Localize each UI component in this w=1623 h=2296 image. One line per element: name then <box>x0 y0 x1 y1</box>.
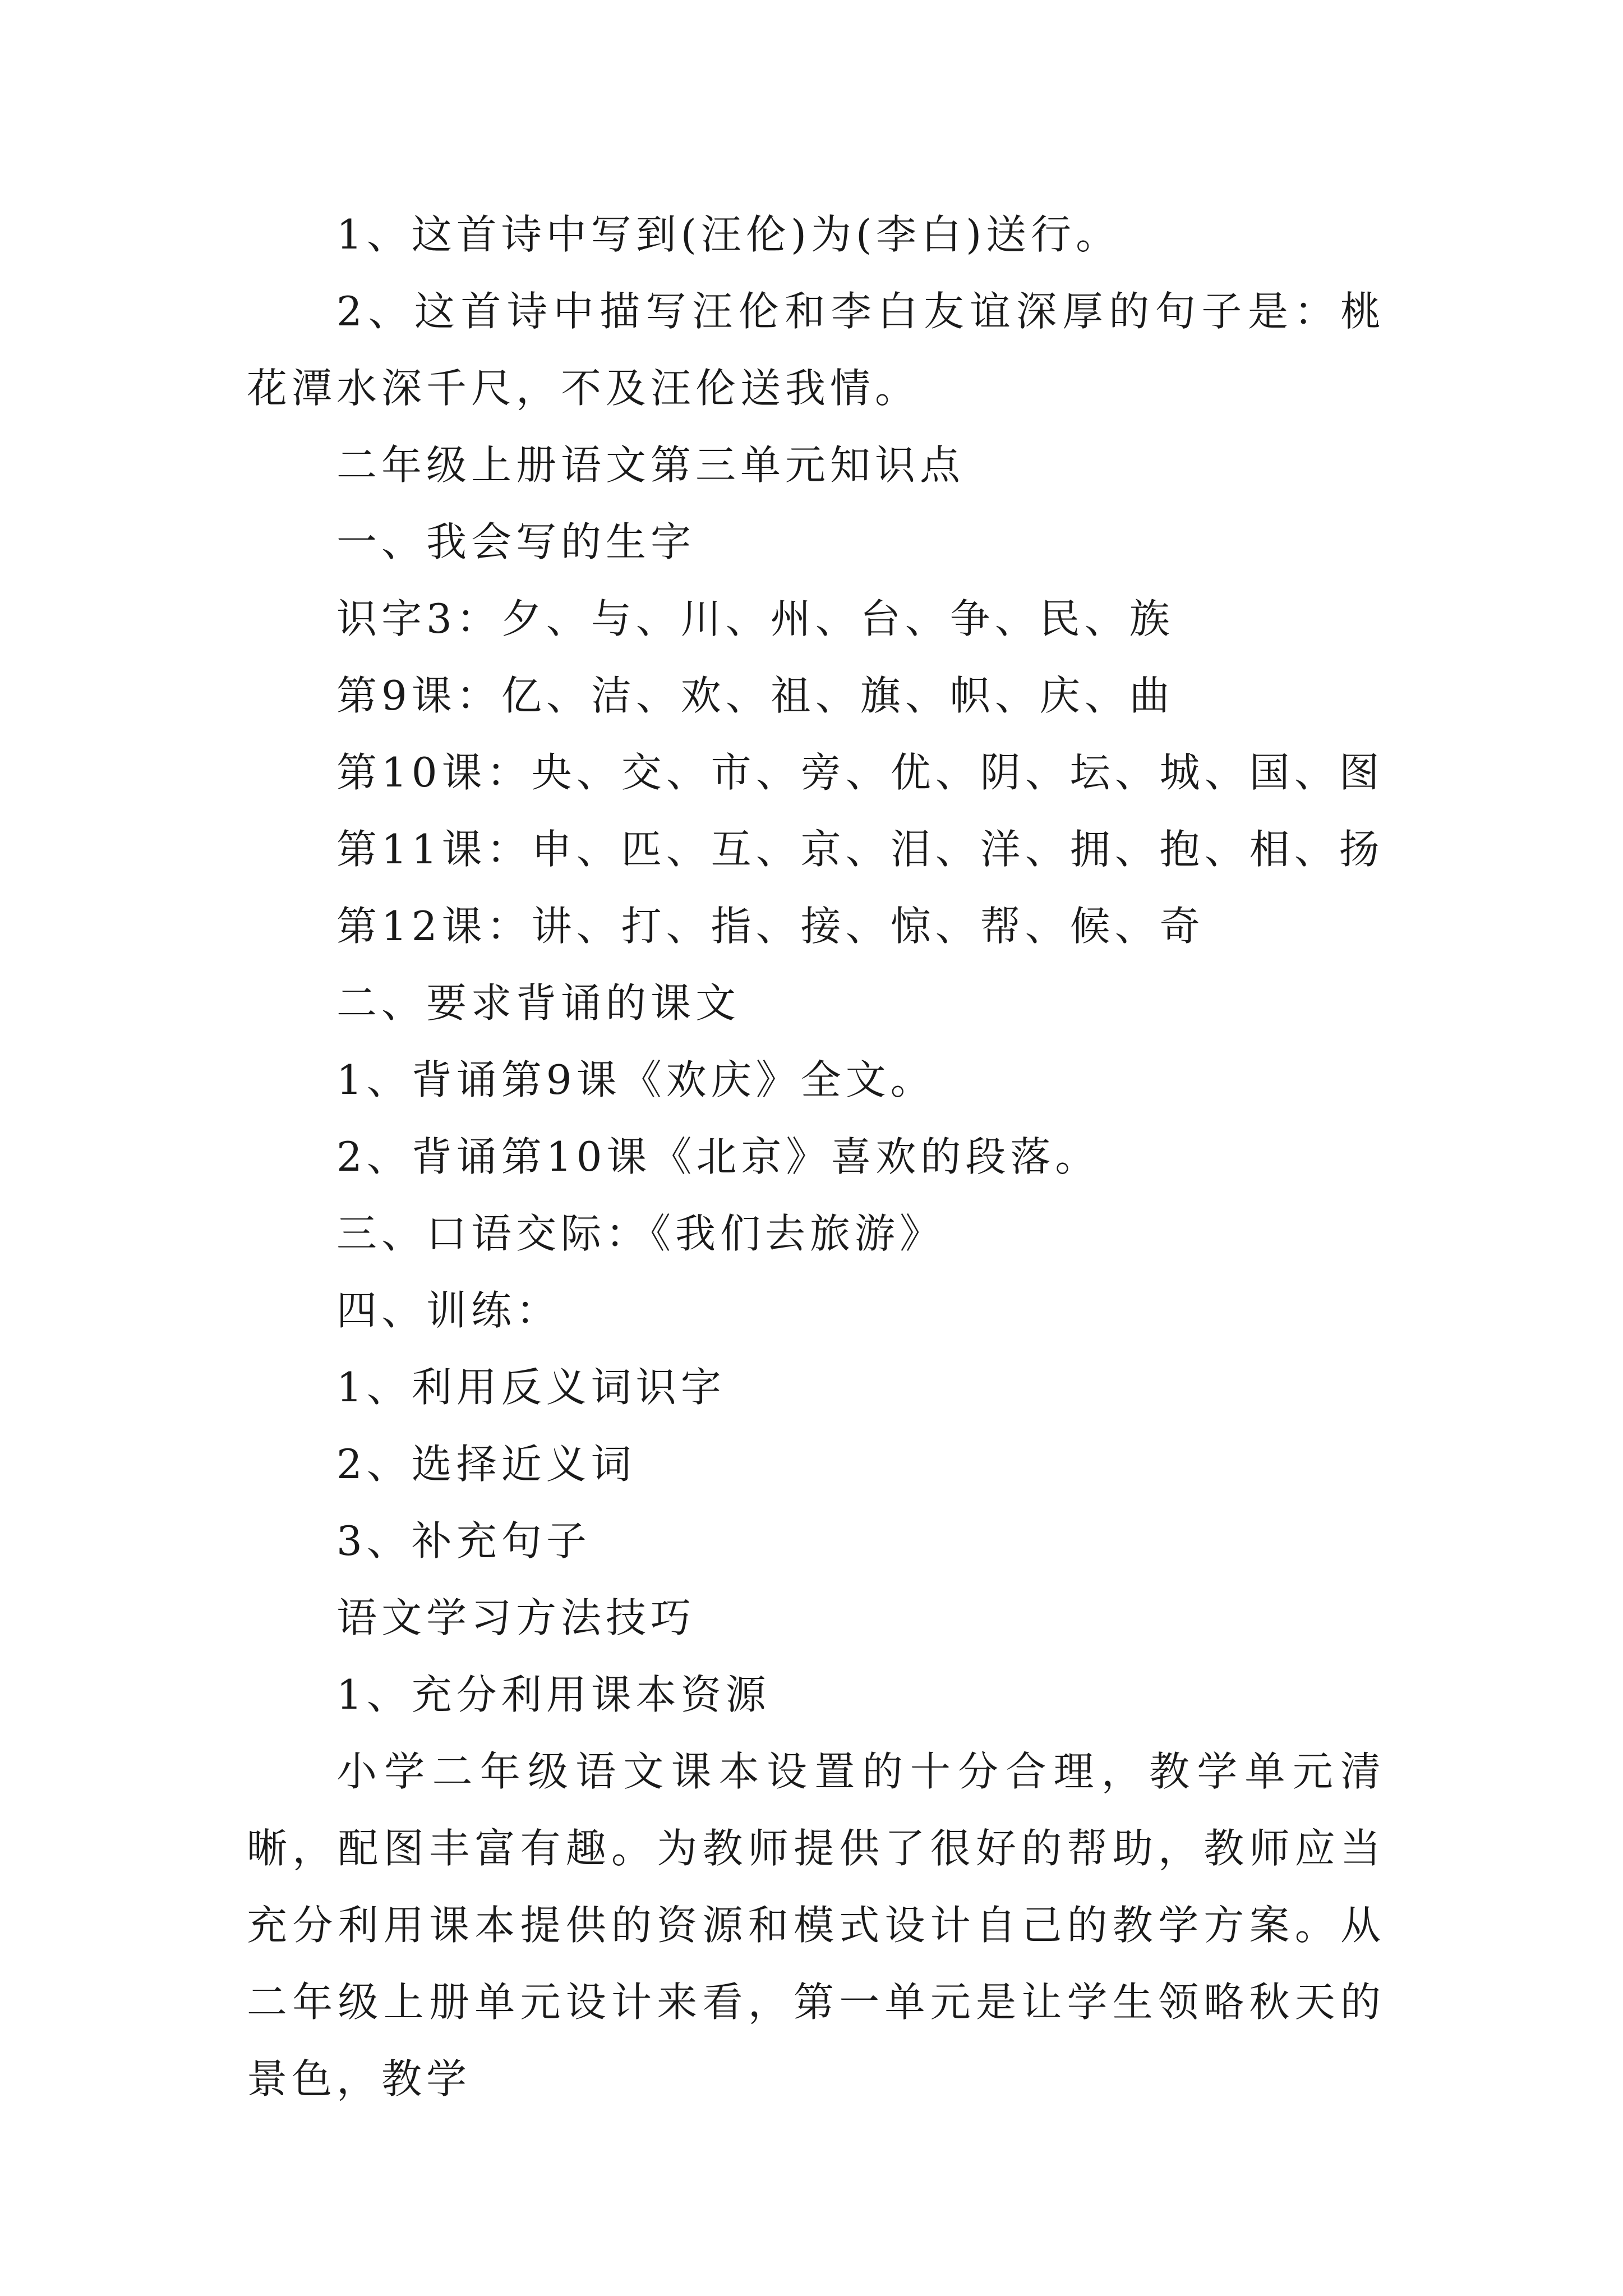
subheading-recitation: 二、要求背诵的课文 <box>336 979 741 1027</box>
list-item-training-1: 1、利用反义词识字 <box>336 1364 726 1411</box>
section-heading-methods: 语文学习方法技巧 <box>336 1594 696 1641</box>
subheading-oral: 三、口语交际：《我们去旅游》 <box>336 1210 945 1257</box>
list-item-training-3: 3、补充句子 <box>336 1517 591 1565</box>
document-body <box>247 196 1385 2118</box>
list-item-training-2: 2、选择近义词 <box>336 1441 636 1488</box>
subheading-method-1: 1、充分利用课本资源 <box>336 1671 771 1718</box>
list-item-lesson-11: 第11课：申、匹、互、京、泪、洋、拥、抱、相、扬 <box>336 826 1384 873</box>
list-item-lesson-9: 第9课：亿、洁、欢、祖、旗、帜、庆、曲 <box>336 672 1174 719</box>
paragraph-method-body: 小学二年级语文课本设置的十分合理，教学单元清晰，配图丰富有趣。为教师提供了很好的帮助，教师应当充分利用课本提供的资源和模式设计自己的教学方案。从二年级上册单元设计来看，第一单元是让学生领略秋天的景色，教学 <box>247 1748 1385 2102</box>
list-item-recite-1: 1、背诵第9课《欢庆》全文。 <box>336 1056 935 1103</box>
paragraph-2: 2、这首诗中描写汪伦和李白友谊深厚的句子是：桃花潭水深千尺，不及汪伦送我情。 <box>247 288 1385 412</box>
subheading-characters: 一、我会写的生字 <box>336 518 696 565</box>
list-item-lesson-12: 第12课：讲、打、指、接、惊、帮、候、奇 <box>336 903 1205 950</box>
subheading-training: 四、训练： <box>336 1287 561 1334</box>
list-item-shizi-3: 识字3：夕、与、川、州、台、争、民、族 <box>336 595 1174 642</box>
section-heading-unit-3: 二年级上册语文第三单元知识点 <box>336 441 965 489</box>
list-item-recite-2: 2、背诵第10课《北京》喜欢的段落。 <box>336 1133 1100 1180</box>
paragraph-1: 1、这首诗中写到(汪伦)为(李白)送行。 <box>336 211 1121 258</box>
list-item-lesson-10: 第10课：央、交、市、旁、优、阴、坛、城、国、图 <box>336 749 1384 796</box>
